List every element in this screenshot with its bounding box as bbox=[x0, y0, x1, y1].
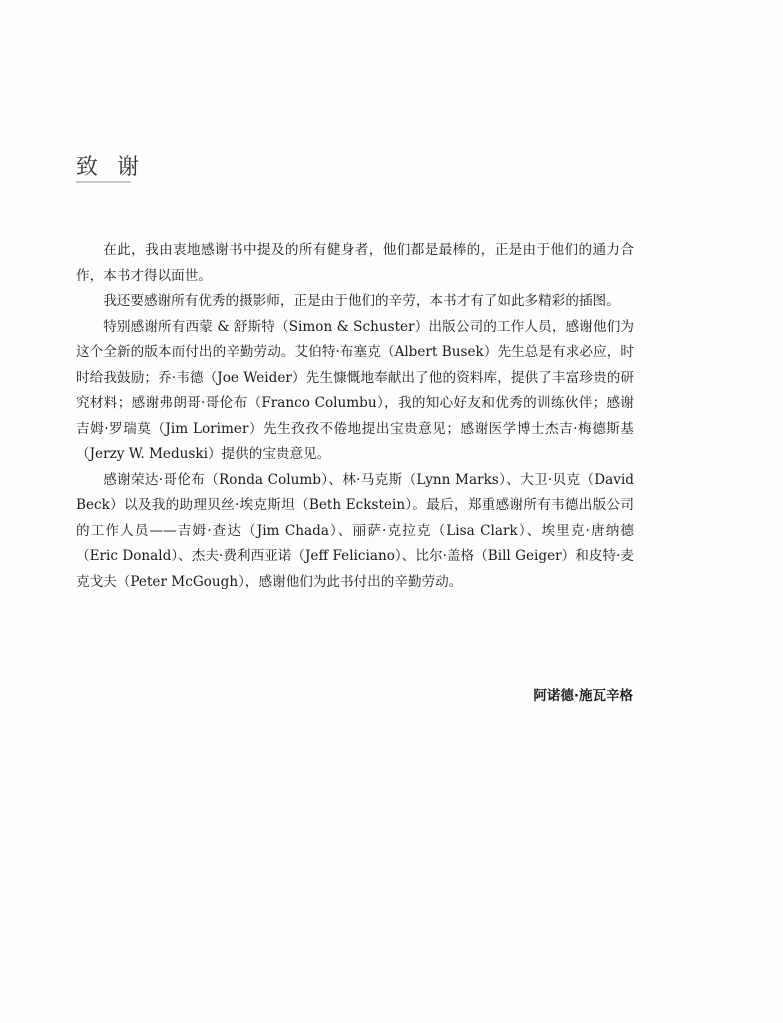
paragraph: 在此，我由衷地感谢书中提及的所有健身者，他们都是最棒的，正是由于他们的通力合作，本书才得以面世。 bbox=[76, 242, 634, 284]
title-underline bbox=[76, 181, 131, 183]
acknowledgements-body bbox=[76, 238, 634, 595]
page-title: 致 谢 bbox=[76, 155, 145, 180]
author-signature: 阿诺德·施瓦辛格 bbox=[533, 688, 633, 704]
paragraph: 感谢荣达·哥伦布（Ronda Columb）、林·马克斯（Lynn Marks）、大卫·贝克（David Beck）以及我的助理贝丝·埃克斯坦（Beth Eckstein）。最后，郑重感谢所有韦德出版公司的工作人员——吉姆·查达（Jim Chada）、丽萨·克拉克（Lisa Clark）、埃里克·唐纳德（Eric Donald）、杰夫·费利西亚诺（Jeff Feliciano）、比尔·盖格（Bill Geiger）和皮特·麦克戈夫（Peter McGough），感谢他们为此书付出的辛勤劳动。 bbox=[76, 471, 634, 590]
paragraph: 我还要感谢所有优秀的摄影师，正是由于他们的辛劳，本书才有了如此多精彩的插图。 bbox=[103, 293, 620, 309]
paragraph: 特别感谢所有西蒙 & 舒斯特（Simon & Schuster）出版公司的工作人员，感谢他们为这个全新的版本而付出的辛勤劳动。艾伯特·布塞克（Albert Busek）先生总是有求必应，时时给我鼓励；乔·韦德（Joe Weider）先生慷慨地奉献出了他的资料库，提供了丰富珍贵的研究材料；感谢弗朗哥·哥伦布（Franco Columbu），我的知心好友和优秀的训练伙伴；感谢吉姆·罗瑞莫（Jim Lorimer）先生孜孜不倦地提出宝贵意见；感谢医学博士杰吉·梅德斯基（Jerzy W. Meduski）提供的宝贵意见。 bbox=[76, 318, 634, 462]
